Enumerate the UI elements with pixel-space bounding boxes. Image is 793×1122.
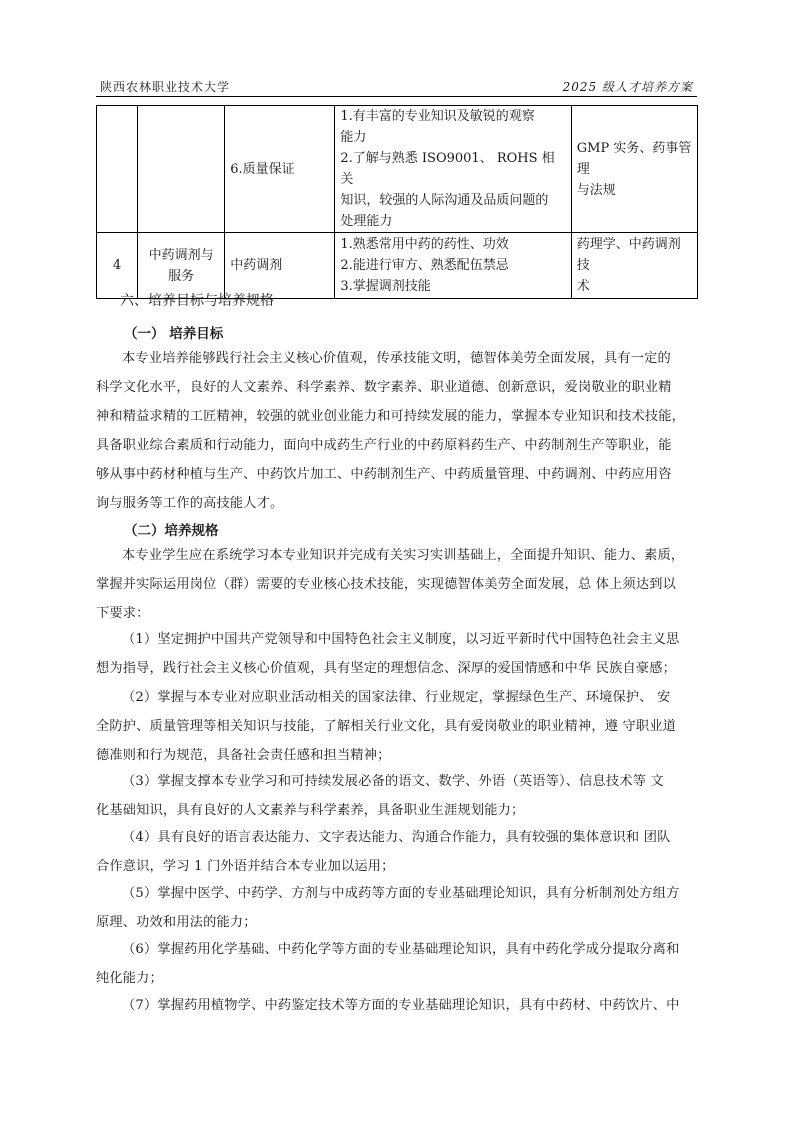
ability-line: 1.有丰富的专业知识及敏锐的观察 [340, 109, 535, 124]
spec-item-line: （4）具有良好的语言表达能力、文字表达能力、沟通合作能力，具有较强的集体意识和 团队 [122, 830, 671, 845]
row-courses [571, 106, 697, 233]
spec-item-6 [96, 935, 700, 993]
spec-item-line: 合作意识，学习 1 门外语并结合本专业加以运用； [96, 859, 395, 874]
spec-item-line: （7）掌握药用植物学、中药鉴定技术等方面的专业基础理论知识，具有中药材、中药饮片、中 [122, 998, 680, 1013]
row-area [138, 233, 225, 299]
goal-line: 科学文化水平，良好的人文素养、科学素养、数字素养、职业道德、创新意识，爱岗敬业的职业精 [96, 380, 672, 395]
ability-line: 3.掌握调剂技能 [340, 279, 431, 294]
table-row [97, 233, 698, 299]
row-number [97, 106, 138, 233]
spec-item-line: 想为指导，践行社会主义核心价值观，具有坚定的理想信念、深厚的爱国情感和中华 民族自豪感； [96, 661, 677, 676]
spec-item-3 [96, 767, 700, 825]
course-line: 药理学、中药调剂技 [576, 237, 681, 273]
area-line: 中药调剂与 [148, 247, 214, 263]
goal-line: 神和精益求精的工匠精神，较强的就业创业能力和可持续发展的能力，掌握本专业知识和技术技能， [96, 409, 686, 424]
spec-item-line: 全防护、质量管理等相关知识与技能，了解相关行业文化，具有爱岗敬业的职业精神，遵 守职业道 [96, 719, 677, 734]
spec-intro [96, 541, 700, 628]
ability-line: 2.能进行审方、熟悉配伍禁忌 [340, 258, 509, 273]
row-courses [571, 233, 697, 299]
row-post: 6.质量保证 [225, 106, 335, 233]
spec-heading: （二）培养规格 [124, 523, 219, 539]
spec-item-5 [96, 879, 700, 937]
spec-intro-line: 下要求： [96, 606, 150, 621]
goal-line: 够从事中药材种植与生产、中药饮片加工、中药制剂生产、中药质量管理、中药调剂、中药应用咨 [96, 467, 672, 482]
post-ability-table [96, 105, 698, 299]
ability-line: 知识，较强的人际沟通及品质问题的 [340, 193, 549, 208]
table-row [97, 106, 698, 233]
ability-line: 2.了解与熟悉 ISO9001、 ROHS 相关 [340, 151, 555, 187]
area-line: 服务 [168, 268, 195, 284]
page-header [96, 76, 697, 97]
section-title: 六、培养目标与培养规格 [120, 293, 274, 309]
spec-item-line: 纯化能力； [96, 971, 163, 986]
course-line: 术 [576, 279, 590, 294]
spec-item-line: （1）坚定拥护中国共产党领导和中国特色社会主义制度，以习近平新时代中国特色社会主义思 [122, 632, 680, 647]
row-number: 4 [97, 233, 138, 299]
row-post: 中药调剂 [225, 233, 335, 299]
goal-line: 具备职业综合素质和行动能力，面向中成药生产行业的中药原料药生产、中药制剂生产等职业，能 [96, 438, 672, 453]
spec-item-line: （6）掌握药用化学基础、中药化学等方面的专业基础理论知识，具有中药化学成分提取分离和 [122, 942, 680, 957]
spec-item-line: （2）掌握与本专业对应职业活动相关的国家法律、行业规定，掌握绿色生产、环境保护、 安 [122, 690, 671, 705]
spec-item-line: 原理、功效和用法的能力； [96, 915, 257, 930]
header-plan-title: 2025 级人才培养方案 [562, 80, 693, 94]
course-line: GMP 实务、药事管理 [576, 140, 692, 177]
goal-line: 本专业培养能够践行社会主义核心价值观，传承技能文明，德智体美劳全面发展，具有一定的 [122, 351, 671, 366]
spec-item-4 [96, 823, 700, 881]
goal-heading: （一） 培养目标 [124, 326, 224, 342]
header-school-name: 陕西农林职业技术大学 [100, 80, 231, 94]
row-abilities [335, 233, 571, 299]
ability-line: 处理能力 [340, 214, 393, 229]
spec-item-line: （5）掌握中医学、中药学、方剂与中成药等方面的专业基础理论知识，具有分析制剂处方组方 [122, 886, 680, 901]
spec-item-1 [96, 625, 700, 683]
ability-line: 1.熟悉常用中药的药性、功效 [340, 237, 509, 252]
ability-line: 能力 [340, 130, 367, 145]
spec-item-line: 德准则和行为规范，具备社会责任感和担当精神； [96, 748, 391, 763]
row-area [138, 106, 225, 233]
spec-item-2 [96, 683, 700, 770]
spec-item-7 [96, 991, 700, 1020]
spec-intro-line: 本专业学生应在系统学习本专业知识并完成有关实习实训基础上，全面提升知识、能力、素质， [122, 548, 685, 563]
row-abilities [335, 106, 571, 233]
goal-line: 询与服务等工作的高技能人才。 [96, 496, 284, 511]
spec-intro-line: 掌握并实际运用岗位（群）需要的专业核心技术技能，实现德智体美劳全面发展，总 体上须达到以 [96, 577, 677, 592]
spec-item-line: 化基础知识，具有良好的人文素养与科学素养，具备职业生涯规划能力； [96, 803, 525, 818]
course-line: 与法规 [576, 182, 616, 198]
goal-paragraph [96, 344, 700, 518]
spec-item-line: （3）掌握支撑本专业学习和可持续发展必备的语文、数学、外语（英语等）、信息技术等 文 [122, 774, 664, 789]
